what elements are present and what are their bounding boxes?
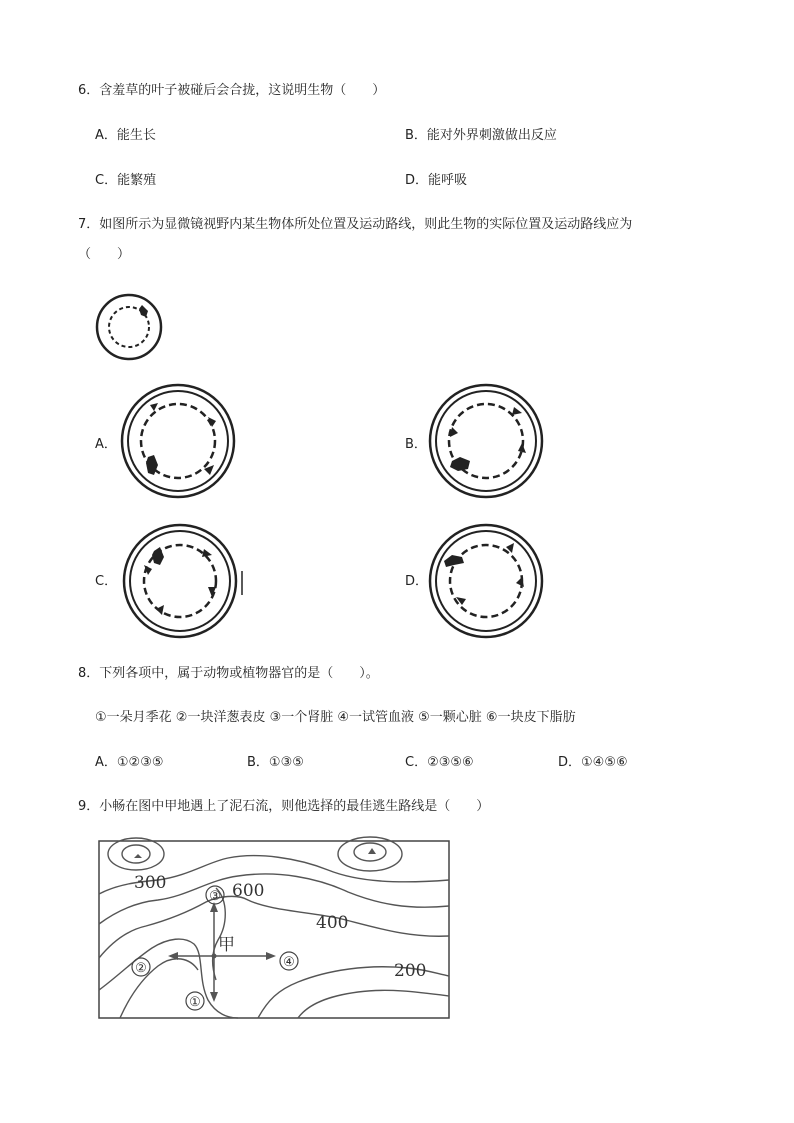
contour-label-300: 300 — [134, 873, 167, 893]
q8-items: ①一朵月季花 ②一块洋葱表皮 ③一个肾脏 ④一试管血液 ⑤一颗心脏 ⑥一块皮下脂肪 — [95, 710, 576, 725]
q7-option-d-label: D． — [405, 574, 429, 589]
contour-label-200: 200 — [394, 961, 427, 981]
q8-option-b: B．①③⑤ — [247, 755, 304, 770]
q7-stem: 7．如图所示为显微镜视野内某生物体所处位置及运动路线，则此生物的实际位置及运动路线应为 — [78, 217, 633, 232]
q8-stem: 8．下列各项中，属于动物或植物器官的是（ ）。 — [78, 666, 379, 681]
q8-option-d: D．①④⑤⑥ — [558, 755, 628, 770]
q7-option-c-label: C． — [95, 574, 118, 589]
q7-option-a-label: A． — [95, 437, 117, 452]
q6-option-a: A．能生长 — [95, 128, 156, 143]
microscope-view-d — [428, 525, 548, 640]
route-label-3: ③ — [209, 889, 221, 904]
q8-option-a: A．①②③⑤ — [95, 755, 164, 770]
contour-label-400: 400 — [316, 913, 349, 933]
route-label-2: ② — [135, 961, 147, 976]
microscope-view-b — [428, 385, 548, 505]
q6-option-d: D．能呼吸 — [405, 173, 468, 188]
route-label-4: ④ — [283, 955, 295, 970]
microscope-view-c — [120, 525, 245, 640]
q6-stem: 6．含羞草的叶子被碰后会合拢，这说明生物（ ） — [78, 83, 386, 98]
contour-label-600: 600 — [232, 881, 265, 901]
q6-option-b: B．能对外界刺激做出反应 — [405, 128, 557, 143]
microscope-view-a — [120, 385, 240, 505]
microscope-view-reference — [95, 295, 165, 365]
contour-map — [98, 840, 450, 1020]
q6-option-c: C．能繁殖 — [95, 173, 157, 188]
place-label-jia: 甲 — [218, 935, 235, 955]
q8-option-c: C．②③⑤⑥ — [405, 755, 474, 770]
q7-option-b-label: B． — [405, 437, 427, 452]
q7-stem-bracket: （ ） — [78, 247, 131, 262]
q9-stem: 9．小畅在图中甲地遇上了泥石流，则他选择的最佳逃生路线是（ ） — [78, 799, 490, 814]
route-label-1: ① — [189, 995, 201, 1010]
